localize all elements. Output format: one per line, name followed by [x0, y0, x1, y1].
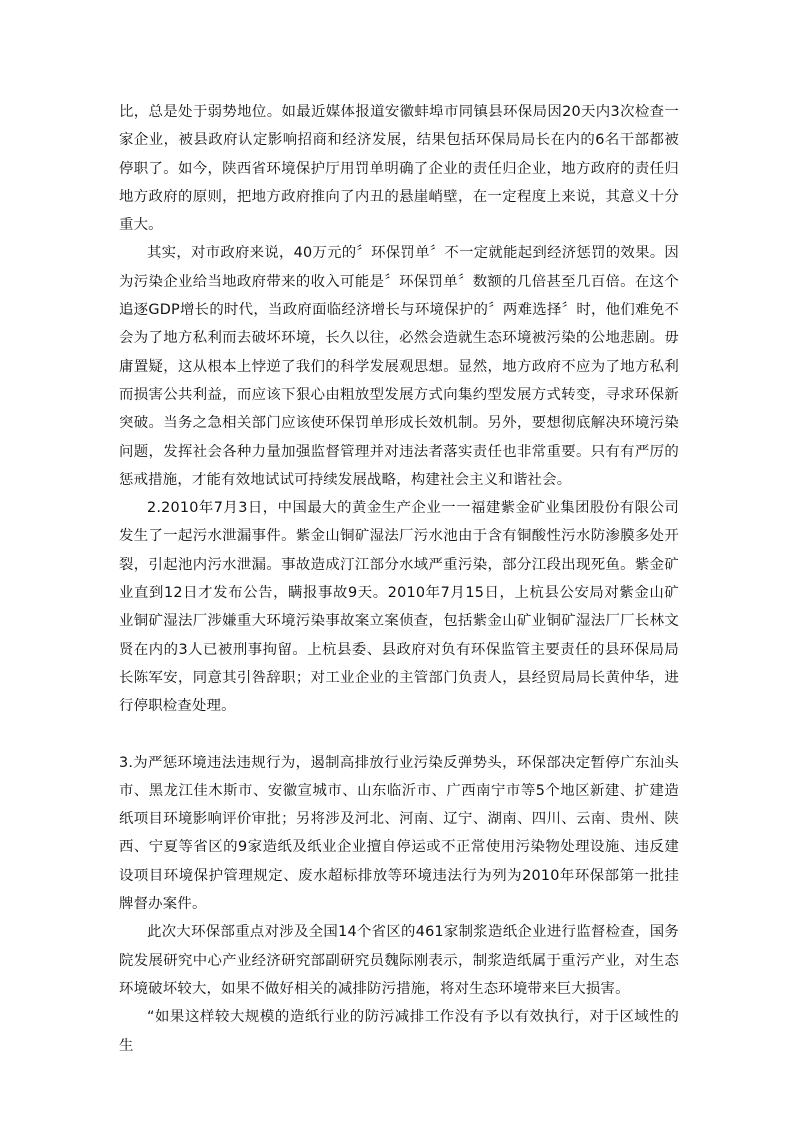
document-body	[119, 98, 679, 1060]
paragraph-4: 3.为严惩环境违法违规行为，遏制高排放行业污染反弹势头，环保部决定暂停广东汕头市、黑龙江佳木斯市、安徽宣城市、山东临沂市、广西南宁市等5个地区新建、扩建造纸项目环境影响评价审批；另将涉及河北、河南、辽宁、湖南、四川、云南、贵州、陕西、宁夏等省区的9家造纸及纸业企业擅自停运或不正常使用污染物处理设施、违反建设项目环境保护管理规定、废水超标排放等环境违法行为列为2010年环保部第一批挂牌督办案件。	[119, 754, 679, 913]
paragraph-3: 2.2010年7月3日，中国最大的黄金生产企业一一福建紫金矿业集团股份有限公司发生了一起污水泄漏事件。紫金山铜矿湿法厂污水池由于含有铜酸性污水防渗膜多处开裂，引起池内污水泄漏。事故造成汀江部分水域严重污染，部分江段出现死鱼。紫金矿业直到12日才发布公告，瞒报事故9天。2010年7月15日，上杭县公安局对紫金山矿业铜矿湿法厂涉嫌重大环境污染事故案立案侦查，包括紫金山矿业铜矿湿法厂厂长林文贤在内的3人已被刑事拘留。上杭县委、县政府对负有环保监管主要责任的县环保局局长陈军安，同意其引咎辞职；对工业企业的主管部门负责人，县经贸局局长黄仲华，进行停职检查处理。	[119, 500, 679, 715]
paragraph-5: 此次大环保部重点对涉及全国14个省区的461家制浆造纸企业进行监督检查，国务院发展研究中心产业经济研究部副研究员魏际刚表示，制浆造纸属于重污产业，对生态环境破坏较大，如果不做好相关的减排防污措施，将对生态环境带来巨大损害。	[119, 924, 679, 997]
paragraph-6: “如果这样较大规模的造纸行业的防污减排工作没有予以有效执行，对于区域性的生	[119, 1009, 679, 1054]
paragraph-2: 其实，对市政府来说，40万元的〞环保罚单〞不一定就能起到经济惩罚的效果。因为污染企业给当地政府带来的收入可能是〞环保罚单〞数额的几倍甚至几百倍。在这个追逐GDP增长的时代，当政府面临经济增长与环境保护的〞两难选择〞时，他们难免不会为了地方私利而去破坏环境，长久以往，必然会造就生态环境被污染的公地悲剧。毋庸置疑，这从根本上悖逆了我们的科学发展观思想。显然，地方政府不应为了地方私利而损害公共利益，而应该下狠心由粗放型发展方式向集约型发展方式转变，寻求环保新突破。当务之急相关部门应该使环保罚单形成长效机制。另外，要想彻底解决环境污染问题，发挥社会各种力量加强监督管理并对违法者落实责任也非常重要。只有有严厉的惩戒措施，才能有效地试试可持续发展战略，构建社会主义和谐社会。	[119, 245, 679, 488]
paragraph-1: 比，总是处于弱势地位。如最近媒体报道安徽蚌埠市同镇县环保局因20天内3次检查一家企业，被县政府认定影响招商和经济发展，结果包括环保局局长在内的6名干部都被停职了。如今，陕西省环境保护厅用罚单明确了企业的责任归企业，地方政府的责任归地方政府的原则，把地方政府推向了内丑的悬崖峭壁，在一定程度上来说，其意义十分重大。	[119, 104, 679, 234]
